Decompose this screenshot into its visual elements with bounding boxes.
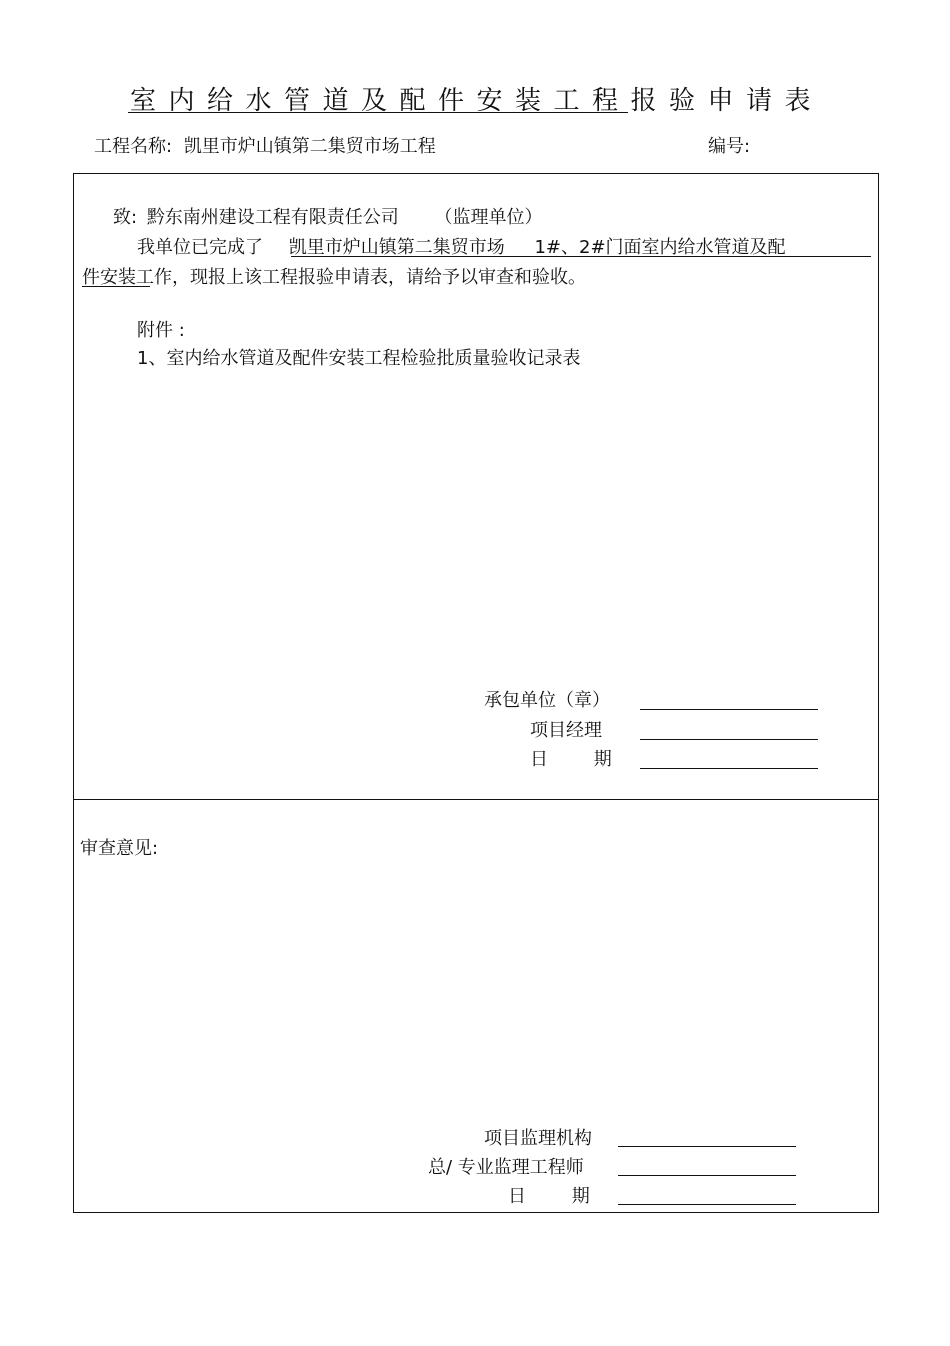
review-date-label: 日 期 xyxy=(508,1186,590,1207)
to-company: 黔东南州建设工程有限责任公司 xyxy=(146,207,399,228)
attachment-item: 1、室内给水管道及配件安装工程检验批质量验收记录表 xyxy=(137,348,581,369)
engineer-label: 总/ 专业监理工程师 xyxy=(428,1157,584,1178)
statement-work: 1#、2#门面室内给水管道及配 xyxy=(534,237,786,258)
statement-underline-1 xyxy=(291,256,871,257)
statement-project: 凯里市炉山镇第二集贸市场 xyxy=(288,237,505,258)
addressee-row xyxy=(113,203,543,229)
engineer-signature-line[interactable] xyxy=(618,1175,796,1176)
contractor-signature-line[interactable] xyxy=(640,709,818,710)
statement-rest: 工作，现报上该工程报验申请表，请给予以审查和验收。 xyxy=(136,267,586,288)
project-name-row xyxy=(94,132,436,158)
application-date-line[interactable] xyxy=(640,768,818,769)
section-divider xyxy=(73,799,879,800)
statement-prefix: 我单位已完成了 xyxy=(137,237,263,258)
project-name: 凯里市炉山镇第二集贸市场工程 xyxy=(183,136,436,157)
application-date-label: 日 期 xyxy=(530,749,612,770)
statement-underline-2 xyxy=(82,286,150,287)
contractor-label: 承包单位（章） xyxy=(484,690,610,711)
title-underline xyxy=(128,112,628,113)
supervision-org-line[interactable] xyxy=(618,1146,796,1147)
statement-line-2 xyxy=(82,263,586,289)
manager-signature-line[interactable] xyxy=(640,739,818,740)
manager-label: 项目经理 xyxy=(530,720,602,741)
supervision-org-label: 项目监理机构 xyxy=(484,1128,592,1149)
form-frame xyxy=(73,173,879,1213)
attachment-label: 附件 : xyxy=(137,320,185,341)
page-title: 室内给水管道及配件安装工程报验申请表 xyxy=(130,86,824,116)
review-date-line[interactable] xyxy=(618,1204,796,1205)
to-label: 致: xyxy=(113,207,138,228)
review-opinion-label: 审查意见: xyxy=(80,838,159,859)
project-label: 工程名称: xyxy=(94,136,173,157)
statement-work-cont: 件安装 xyxy=(82,267,136,288)
number-label: 编号: xyxy=(708,136,751,157)
to-role: （监理单位） xyxy=(434,207,543,228)
